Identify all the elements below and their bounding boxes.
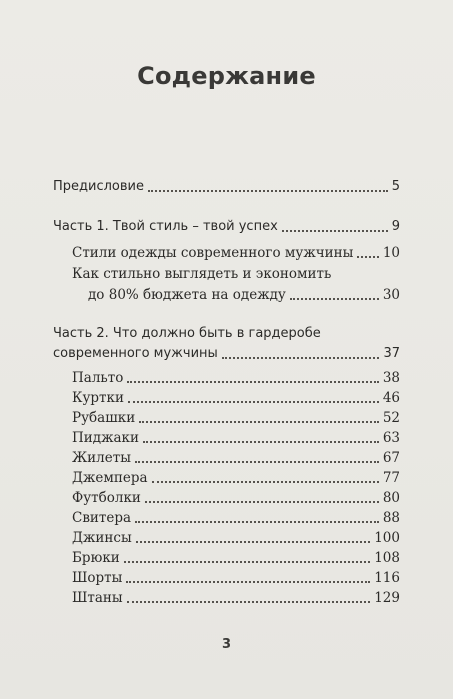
page-number: 3 bbox=[221, 637, 232, 652]
dot-leader bbox=[148, 190, 388, 192]
toc-page-number: 46 bbox=[382, 390, 400, 406]
toc-page-number: 116 bbox=[374, 570, 400, 586]
toc-entry-part-1 bbox=[53, 217, 400, 237]
toc-page-number: 100 bbox=[374, 530, 400, 546]
dot-leader bbox=[127, 381, 378, 383]
toc-label: Шорты bbox=[72, 570, 123, 586]
toc-label: Пиджаки bbox=[72, 430, 139, 446]
toc-label: современного мужчины bbox=[53, 346, 218, 361]
dot-leader bbox=[290, 298, 379, 300]
toc-entry-item bbox=[72, 408, 400, 428]
toc-page-number: 108 bbox=[374, 550, 400, 566]
dot-leader bbox=[128, 401, 379, 403]
toc-entry-item bbox=[72, 488, 400, 508]
toc-label: Пальто bbox=[72, 370, 124, 386]
toc-label: Джинсы bbox=[72, 530, 132, 546]
toc-entry-styles bbox=[72, 243, 400, 263]
dot-leader bbox=[145, 501, 379, 503]
dot-leader bbox=[139, 421, 379, 423]
dot-leader bbox=[152, 481, 379, 483]
toc-entry-item bbox=[72, 528, 400, 548]
toc-label: Джемпера bbox=[72, 470, 148, 486]
toc-entry-item bbox=[72, 508, 400, 528]
toc-page-number: 38 bbox=[382, 370, 400, 386]
toc-page-number: 5 bbox=[391, 179, 400, 194]
toc-page-number: 88 bbox=[382, 510, 400, 526]
dot-leader bbox=[222, 357, 380, 359]
toc-page-number: 10 bbox=[382, 245, 400, 261]
dot-leader bbox=[135, 521, 379, 523]
toc-entry-economy bbox=[88, 285, 400, 305]
toc-label: Стили одежды современного мужчины bbox=[72, 245, 354, 261]
toc-page-number: 67 bbox=[382, 450, 400, 466]
toc-label: Жилеты bbox=[72, 450, 131, 466]
toc-entry-item bbox=[72, 368, 400, 388]
dot-leader bbox=[143, 441, 379, 443]
toc-entry-item bbox=[72, 548, 400, 568]
toc-entry-item bbox=[72, 568, 400, 588]
toc-label: Штаны bbox=[72, 590, 123, 606]
dot-leader bbox=[357, 256, 378, 258]
toc-entry-item bbox=[72, 428, 400, 448]
toc-entry-preface bbox=[53, 177, 400, 197]
toc-entry-item bbox=[72, 468, 400, 488]
toc-label: до 80% бюджета на одежду bbox=[88, 287, 286, 303]
toc-page-number: 52 bbox=[382, 410, 400, 426]
toc-label: Часть 1. Твой стиль – твой успех bbox=[53, 219, 278, 234]
toc-page-number: 77 bbox=[382, 470, 400, 486]
toc-label: Куртки bbox=[72, 390, 124, 406]
toc-page-number: 30 bbox=[382, 287, 400, 303]
dot-leader bbox=[136, 541, 371, 543]
toc-page-number: 80 bbox=[382, 490, 400, 506]
toc-entry-item bbox=[72, 588, 400, 608]
page-title: Содержание bbox=[137, 62, 316, 90]
dot-leader bbox=[126, 581, 370, 583]
toc-page-number: 9 bbox=[391, 219, 400, 234]
toc-entry-item bbox=[72, 388, 400, 408]
dot-leader bbox=[124, 561, 370, 563]
dot-leader bbox=[282, 230, 388, 232]
toc-entry-item bbox=[72, 448, 400, 468]
toc-page-number: 37 bbox=[383, 346, 400, 361]
toc-label: Футболки bbox=[72, 490, 141, 506]
toc-label: Свитера bbox=[72, 510, 132, 526]
toc-entry-part-2 bbox=[53, 344, 400, 364]
dot-leader bbox=[127, 601, 371, 603]
toc-label: Брюки bbox=[72, 550, 120, 566]
toc-label-line-1: Часть 2. Что должно быть в гардеробе bbox=[53, 326, 321, 341]
toc-label: Предисловие bbox=[53, 179, 144, 194]
toc-label-line-1: Как стильно выглядеть и экономить bbox=[72, 266, 332, 282]
toc-page-number: 63 bbox=[382, 430, 400, 446]
toc-page-number: 129 bbox=[374, 590, 400, 606]
dot-leader bbox=[135, 461, 379, 463]
toc-label: Рубашки bbox=[72, 410, 136, 426]
